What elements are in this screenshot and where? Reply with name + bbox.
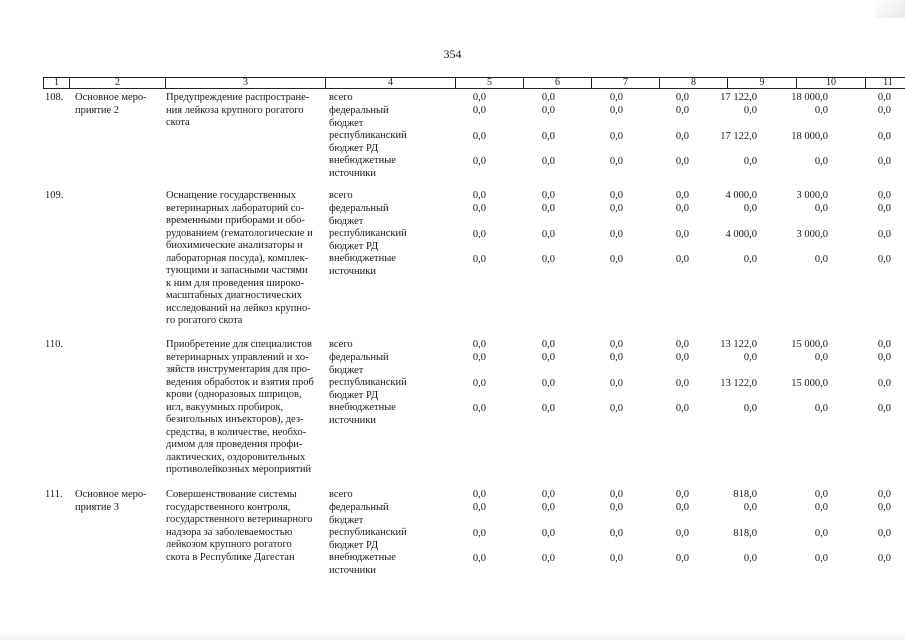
row-number: 111. (45, 489, 63, 500)
funding-source-label: федеральный (329, 105, 389, 116)
value-cell: 0,0 (609, 92, 623, 103)
value-cell: 0,0 (877, 502, 891, 513)
value-cell: 0,0 (814, 352, 828, 363)
value-cell: 0,0 (814, 105, 828, 116)
value-cell: 0,0 (541, 156, 555, 167)
value-cell: 0,0 (877, 229, 891, 240)
value-cell: 0,0 (877, 92, 891, 103)
description-line: лейкозом крупного рогатого (166, 539, 292, 550)
description-line: средства, в количестве, необхо- (166, 426, 307, 438)
value-cell: 15 000,0 (791, 378, 828, 389)
value-cell: 0,0 (541, 190, 555, 201)
value-cell: 0,0 (541, 489, 555, 500)
funding-source-label: всего (329, 339, 353, 350)
value-cell: 0,0 (541, 352, 555, 363)
description-line: игл, вакуумных пробирок, (166, 401, 284, 413)
value-cell: 0,0 (877, 528, 891, 539)
header-cell-11: 11 (865, 77, 905, 89)
value-cell: 0,0 (472, 378, 486, 389)
value-cell: 0,0 (675, 131, 689, 142)
description-line: Оснащение государственных (166, 190, 297, 201)
value-cell: 15 000,0 (791, 339, 828, 350)
funding-source-label: всего (329, 489, 353, 500)
header-cell-4: 4 (325, 77, 456, 89)
description-line: Совершенствование системы (166, 489, 297, 500)
description-line: государственного ветеринарного (166, 514, 313, 525)
value-cell: 0,0 (675, 92, 689, 103)
value-cell: 18 000,0 (791, 131, 828, 142)
value-cell: 0,0 (877, 378, 891, 389)
description-line: к ним для проведения широко- (166, 277, 305, 289)
header-cell-10: 10 (796, 77, 866, 89)
value-cell: 0,0 (472, 92, 486, 103)
value-cell: 0,0 (675, 489, 689, 500)
funding-source-label: республиканский (329, 130, 407, 141)
funding-source-label: всего (329, 92, 353, 103)
description-line: крови (одноразовых шприцов, (166, 389, 302, 400)
value-cell: 0,0 (675, 105, 689, 116)
value-cell: 0,0 (877, 403, 891, 414)
description-line: скота (166, 117, 190, 128)
value-cell: 0,0 (675, 553, 689, 564)
value-cell: 0,0 (609, 352, 623, 363)
value-cell: 0,0 (609, 502, 623, 513)
description-line: димом для проведения профи- (166, 439, 303, 450)
value-cell: 0,0 (743, 403, 757, 414)
value-cell: 0,0 (743, 203, 757, 214)
value-cell: 0,0 (814, 553, 828, 564)
value-cell: 0,0 (609, 203, 623, 214)
value-cell: 0,0 (675, 378, 689, 389)
value-cell: 0,0 (541, 553, 555, 564)
value-cell: 0,0 (472, 203, 486, 214)
description-line: лактических, оздоровительных (166, 451, 306, 463)
value-cell: 0,0 (541, 92, 555, 103)
header-cell-9: 9 (727, 77, 797, 89)
value-cell: 0,0 (743, 352, 757, 363)
scan-shadow-corner (875, 0, 905, 18)
description-line: лабораторная посуда), комплек- (166, 252, 309, 264)
value-cell: 0,0 (675, 339, 689, 350)
value-cell: 3 000,0 (796, 190, 828, 201)
funding-source-label: бюджет (329, 117, 364, 129)
funding-source-label: бюджет РД (329, 240, 379, 252)
value-cell: 0,0 (472, 229, 486, 240)
funding-source-label: источники (329, 414, 376, 426)
value-cell: 0,0 (877, 489, 891, 500)
value-cell: 0,0 (743, 105, 757, 116)
value-cell: 0,0 (743, 156, 757, 167)
value-cell: 0,0 (814, 254, 828, 265)
value-cell: 0,0 (675, 528, 689, 539)
funding-source-label: федеральный (329, 203, 389, 214)
row-number: 110. (45, 339, 63, 350)
value-cell: 0,0 (609, 339, 623, 350)
value-cell: 0,0 (877, 553, 891, 564)
value-cell: 0,0 (472, 528, 486, 539)
value-cell: 0,0 (675, 156, 689, 167)
value-cell: 0,0 (609, 254, 623, 265)
value-cell: 0,0 (675, 190, 689, 201)
funding-source-label: внебюджетные (329, 155, 396, 166)
event-name-line: приятие 2 (75, 104, 120, 116)
funding-source-label: источники (329, 167, 376, 179)
funding-source-label: республиканский (329, 377, 407, 388)
funding-source-label: республиканский (329, 527, 407, 538)
funding-source-label: источники (329, 564, 376, 576)
value-cell: 0,0 (541, 528, 555, 539)
description-line: ведения обработок и взятия проб (166, 376, 314, 388)
value-cell: 0,0 (877, 190, 891, 201)
value-cell: 0,0 (472, 489, 486, 500)
funding-source-label: бюджет (329, 514, 364, 526)
value-cell: 0,0 (675, 352, 689, 363)
description-line: ветеринарных управлений и хо- (166, 351, 309, 363)
description-line: ния лейкоза крупного рогатого (166, 104, 304, 116)
description-line: го рогатого скота (166, 315, 243, 326)
value-cell: 0,0 (743, 553, 757, 564)
funding-source-label: бюджет РД (329, 389, 379, 401)
description-line: временными приборами и обо- (166, 215, 305, 226)
value-cell: 17 122,0 (720, 92, 757, 103)
value-cell: 0,0 (472, 339, 486, 350)
value-cell: 0,0 (675, 254, 689, 265)
row-number: 108. (45, 92, 64, 103)
value-cell: 0,0 (541, 403, 555, 414)
funding-source-label: республиканский (329, 228, 407, 239)
value-cell: 4 000,0 (725, 229, 757, 240)
header-cell-3: 3 (165, 77, 326, 89)
value-cell: 0,0 (541, 131, 555, 142)
value-cell: 0,0 (472, 553, 486, 564)
value-cell: 0,0 (541, 339, 555, 350)
value-cell: 0,0 (472, 156, 486, 167)
funding-source-label: источники (329, 265, 376, 277)
row-number: 109. (45, 190, 64, 201)
funding-source-label: бюджет (329, 364, 364, 376)
value-cell: 0,0 (814, 156, 828, 167)
value-cell: 0,0 (814, 203, 828, 214)
value-cell: 0,0 (472, 131, 486, 142)
value-cell: 0,0 (609, 378, 623, 389)
value-cell: 0,0 (675, 502, 689, 513)
description-line: противолейкозных мероприятий (166, 464, 312, 475)
description-line: рудованием (гематологические и (166, 227, 313, 239)
value-cell: 0,0 (541, 105, 555, 116)
value-cell: 0,0 (743, 502, 757, 513)
funding-source-label: федеральный (329, 502, 389, 513)
value-cell: 0,0 (609, 489, 623, 500)
header-cell-5: 5 (455, 77, 524, 89)
value-cell: 0,0 (675, 229, 689, 240)
funding-source-label: федеральный (329, 352, 389, 363)
scan-bottom-edge (0, 632, 905, 640)
description-line: ветеринарных лабораторий со- (166, 202, 305, 214)
value-cell: 13 122,0 (720, 339, 757, 350)
funding-source-label: внебюджетные (329, 253, 396, 264)
event-name-line: Основное меро- (75, 92, 147, 103)
value-cell: 0,0 (541, 378, 555, 389)
value-cell: 0,0 (472, 190, 486, 201)
value-cell: 13 122,0 (720, 378, 757, 389)
value-cell: 0,0 (541, 254, 555, 265)
description-line: зяйств инструментария для про- (166, 364, 311, 375)
value-cell: 17 122,0 (720, 131, 757, 142)
funding-source-label: внебюджетные (329, 552, 396, 563)
description-line: скота в Республике Дагестан (166, 551, 295, 563)
value-cell: 0,0 (743, 254, 757, 265)
value-cell: 0,0 (541, 229, 555, 240)
header-cell-6: 6 (523, 77, 592, 89)
value-cell: 3 000,0 (796, 229, 828, 240)
value-cell: 0,0 (609, 156, 623, 167)
value-cell: 0,0 (877, 339, 891, 350)
description-line: масштабных диагностических (166, 290, 303, 301)
description-line: Приобретение для специалистов (166, 339, 312, 350)
value-cell: 0,0 (472, 105, 486, 116)
value-cell: 0,0 (814, 489, 828, 500)
value-cell: 0,0 (609, 403, 623, 414)
value-cell: 0,0 (814, 502, 828, 513)
header-cell-7: 7 (591, 77, 660, 89)
funding-source-label: бюджет РД (329, 142, 379, 154)
event-name-line: приятие 3 (75, 501, 120, 513)
table-header (43, 77, 893, 89)
value-cell: 818,0 (733, 489, 757, 500)
header-cell-2: 2 (69, 77, 166, 89)
value-cell: 0,0 (877, 254, 891, 265)
value-cell: 0,0 (877, 203, 891, 214)
value-cell: 4 000,0 (725, 190, 757, 201)
description-line: безигольных инъекторов), дез- (166, 414, 304, 425)
value-cell: 0,0 (814, 528, 828, 539)
value-cell: 0,0 (609, 105, 623, 116)
value-cell: 18 000,0 (791, 92, 828, 103)
funding-source-label: бюджет РД (329, 539, 379, 551)
value-cell: 0,0 (877, 156, 891, 167)
description-line: Предупреждение распростране- (166, 92, 310, 103)
value-cell: 0,0 (814, 403, 828, 414)
description-line: государственного контроля, (166, 501, 291, 513)
value-cell: 0,0 (472, 254, 486, 265)
funding-source-label: внебюджетные (329, 402, 396, 413)
value-cell: 0,0 (609, 553, 623, 564)
description-line: надзора за заболеваемостью (166, 526, 293, 538)
description-line: биохимические анализаторы и (166, 240, 303, 251)
value-cell: 0,0 (877, 352, 891, 363)
header-cell-1: 1 (43, 77, 70, 89)
value-cell: 0,0 (472, 502, 486, 513)
value-cell: 0,0 (877, 105, 891, 116)
event-name-line: Основное меро- (75, 489, 147, 500)
funding-source-label: всего (329, 190, 353, 201)
funding-source-label: бюджет (329, 215, 364, 227)
page-number: 354 (443, 47, 462, 61)
value-cell: 0,0 (472, 352, 486, 363)
value-cell: 0,0 (877, 131, 891, 142)
value-cell: 0,0 (609, 528, 623, 539)
value-cell: 0,0 (541, 203, 555, 214)
value-cell: 0,0 (541, 502, 555, 513)
value-cell: 0,0 (675, 203, 689, 214)
value-cell: 0,0 (675, 403, 689, 414)
description-line: исследований на лейкоз крупно- (166, 302, 311, 314)
value-cell: 0,0 (609, 229, 623, 240)
header-cell-8: 8 (659, 77, 728, 89)
value-cell: 0,0 (609, 190, 623, 201)
value-cell: 818,0 (733, 528, 757, 539)
description-line: тующими и запасными частями (166, 265, 308, 276)
value-cell: 0,0 (609, 131, 623, 142)
value-cell: 0,0 (472, 403, 486, 414)
